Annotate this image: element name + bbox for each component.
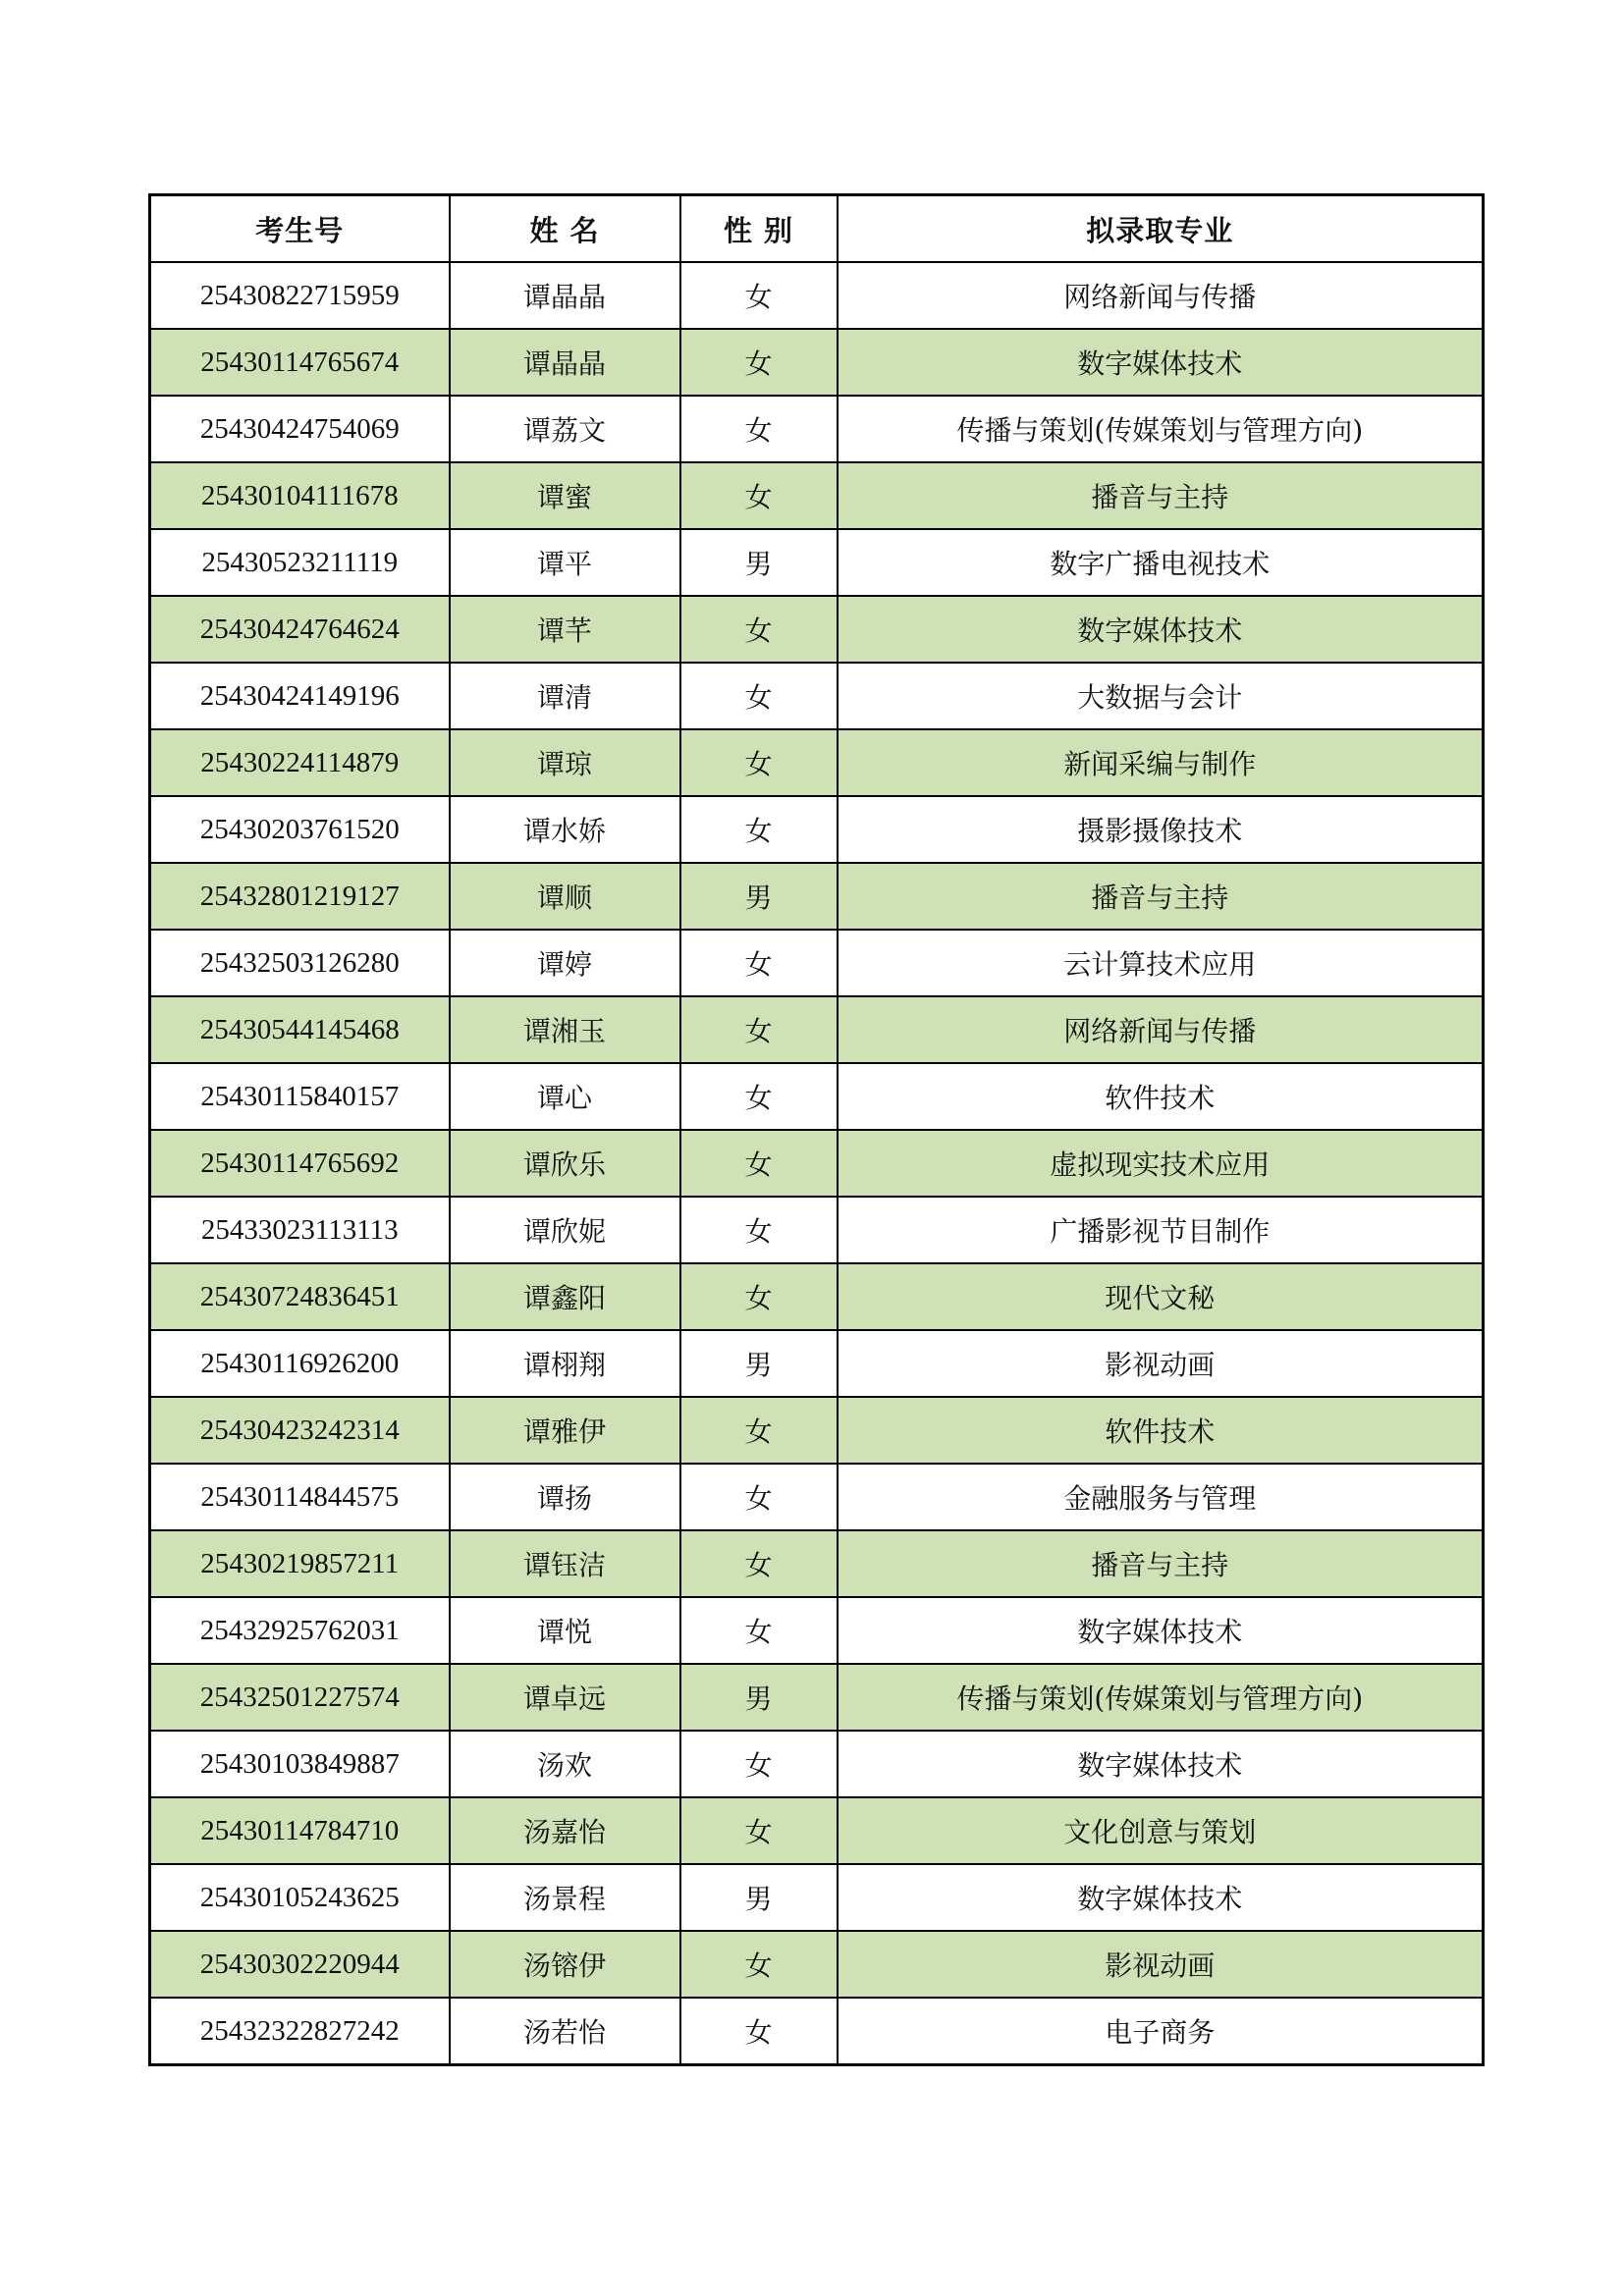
- header-gender: 性 别: [680, 195, 838, 263]
- cell-name: 谭芊: [450, 596, 680, 663]
- cell-exam-id: 25430424764624: [150, 596, 450, 663]
- cell-gender: 女: [680, 1731, 838, 1797]
- table-row: [150, 796, 1484, 863]
- cell-exam-id: 25430219857211: [150, 1530, 450, 1597]
- cell-gender: 女: [680, 1263, 838, 1330]
- cell-exam-id: 25432801219127: [150, 863, 450, 930]
- cell-exam-id: 25430114765692: [150, 1130, 450, 1197]
- table-row: [150, 1464, 1484, 1530]
- cell-gender: 女: [680, 1597, 838, 1664]
- table-row: [150, 1397, 1484, 1464]
- cell-major: 数字媒体技术: [838, 329, 1484, 396]
- cell-name: 汤镕伊: [450, 1931, 680, 1998]
- table-row: [150, 1197, 1484, 1263]
- cell-major: 虚拟现实技术应用: [838, 1130, 1484, 1197]
- table-row: [150, 729, 1484, 796]
- cell-name: 谭扬: [450, 1464, 680, 1530]
- cell-major: 软件技术: [838, 1397, 1484, 1464]
- cell-name: 谭雅伊: [450, 1397, 680, 1464]
- table-row: [150, 1063, 1484, 1130]
- cell-exam-id: 25430424754069: [150, 396, 450, 462]
- cell-major: 金融服务与管理: [838, 1464, 1484, 1530]
- table-row: [150, 262, 1484, 329]
- cell-major: 影视动画: [838, 1931, 1484, 1998]
- cell-major: 数字媒体技术: [838, 1731, 1484, 1797]
- cell-gender: 女: [680, 1530, 838, 1597]
- table-row: [150, 1931, 1484, 1998]
- cell-gender: 女: [680, 462, 838, 529]
- cell-major: 电子商务: [838, 1998, 1484, 2065]
- table-row: [150, 1731, 1484, 1797]
- cell-gender: 女: [680, 996, 838, 1063]
- cell-gender: 女: [680, 1797, 838, 1864]
- cell-major: 网络新闻与传播: [838, 262, 1484, 329]
- cell-major: 新闻采编与制作: [838, 729, 1484, 796]
- cell-major: 数字媒体技术: [838, 1597, 1484, 1664]
- cell-gender: 女: [680, 1464, 838, 1530]
- cell-name: 谭琼: [450, 729, 680, 796]
- table-row: [150, 996, 1484, 1063]
- cell-gender: 女: [680, 796, 838, 863]
- cell-major: 传播与策划(传媒策划与管理方向): [838, 396, 1484, 462]
- cell-exam-id: 25430423242314: [150, 1397, 450, 1464]
- table-row: [150, 396, 1484, 462]
- table-row: [150, 1597, 1484, 1664]
- cell-exam-id: 25430523211119: [150, 529, 450, 596]
- cell-exam-id: 25430115840157: [150, 1063, 450, 1130]
- cell-gender: 女: [680, 1998, 838, 2065]
- cell-major: 文化创意与策划: [838, 1797, 1484, 1864]
- cell-name: 谭晶晶: [450, 262, 680, 329]
- table-row: [150, 663, 1484, 729]
- cell-name: 谭鑫阳: [450, 1263, 680, 1330]
- cell-exam-id: 25430424149196: [150, 663, 450, 729]
- table-row: [150, 1797, 1484, 1864]
- cell-major: 云计算技术应用: [838, 930, 1484, 996]
- cell-gender: 女: [680, 1197, 838, 1263]
- cell-gender: 女: [680, 396, 838, 462]
- table-row: [150, 1864, 1484, 1931]
- cell-name: 谭晶晶: [450, 329, 680, 396]
- cell-gender: 女: [680, 329, 838, 396]
- cell-name: 谭卓远: [450, 1664, 680, 1731]
- cell-major: 摄影摄像技术: [838, 796, 1484, 863]
- cell-exam-id: 25430724836451: [150, 1263, 450, 1330]
- header-name: 姓 名: [450, 195, 680, 263]
- cell-exam-id: 25433023113113: [150, 1197, 450, 1263]
- table-body: [150, 262, 1484, 2065]
- cell-gender: 女: [680, 1397, 838, 1464]
- cell-name: 谭湘玉: [450, 996, 680, 1063]
- cell-major: 数字广播电视技术: [838, 529, 1484, 596]
- cell-name: 谭蜜: [450, 462, 680, 529]
- cell-exam-id: 25432501227574: [150, 1664, 450, 1731]
- cell-exam-id: 25430114844575: [150, 1464, 450, 1530]
- cell-gender: 女: [680, 930, 838, 996]
- table-row: [150, 329, 1484, 396]
- cell-major: 播音与主持: [838, 863, 1484, 930]
- cell-name: 谭荔文: [450, 396, 680, 462]
- cell-gender: 男: [680, 1664, 838, 1731]
- admission-table: [148, 193, 1485, 2066]
- cell-name: 谭栩翔: [450, 1330, 680, 1397]
- cell-exam-id: 25430224114879: [150, 729, 450, 796]
- table-row: [150, 1330, 1484, 1397]
- cell-name: 汤嘉怡: [450, 1797, 680, 1864]
- cell-name: 汤欢: [450, 1731, 680, 1797]
- cell-major: 传播与策划(传媒策划与管理方向): [838, 1664, 1484, 1731]
- table-row: [150, 863, 1484, 930]
- table-row: [150, 596, 1484, 663]
- cell-exam-id: 25430203761520: [150, 796, 450, 863]
- cell-major: 数字媒体技术: [838, 596, 1484, 663]
- cell-major: 现代文秘: [838, 1263, 1484, 1330]
- table-row: [150, 1530, 1484, 1597]
- cell-name: 谭平: [450, 529, 680, 596]
- cell-exam-id: 25430544145468: [150, 996, 450, 1063]
- cell-name: 谭顺: [450, 863, 680, 930]
- cell-exam-id: 25430116926200: [150, 1330, 450, 1397]
- cell-major: 大数据与会计: [838, 663, 1484, 729]
- cell-exam-id: 25432322827242: [150, 1998, 450, 2065]
- cell-gender: 女: [680, 1063, 838, 1130]
- cell-exam-id: 25430103849887: [150, 1731, 450, 1797]
- cell-name: 谭钰洁: [450, 1530, 680, 1597]
- cell-exam-id: 25432503126280: [150, 930, 450, 996]
- cell-name: 谭悦: [450, 1597, 680, 1664]
- cell-gender: 男: [680, 863, 838, 930]
- cell-exam-id: 25430105243625: [150, 1864, 450, 1931]
- cell-gender: 女: [680, 596, 838, 663]
- table-row: [150, 930, 1484, 996]
- cell-name: 谭清: [450, 663, 680, 729]
- table-row: [150, 1664, 1484, 1731]
- cell-name: 汤景程: [450, 1864, 680, 1931]
- cell-exam-id: 25430822715959: [150, 262, 450, 329]
- table-header-row: [150, 195, 1484, 263]
- cell-exam-id: 25430114765674: [150, 329, 450, 396]
- header-major: 拟录取专业: [838, 195, 1484, 263]
- table-row: [150, 462, 1484, 529]
- cell-exam-id: 25430104111678: [150, 462, 450, 529]
- cell-exam-id: 25430114784710: [150, 1797, 450, 1864]
- table-row: [150, 1130, 1484, 1197]
- cell-exam-id: 25430302220944: [150, 1931, 450, 1998]
- cell-gender: 女: [680, 262, 838, 329]
- cell-name: 谭欣乐: [450, 1130, 680, 1197]
- table-row: [150, 529, 1484, 596]
- header-exam-id: 考生号: [150, 195, 450, 263]
- cell-name: 谭欣妮: [450, 1197, 680, 1263]
- table-row: [150, 1998, 1484, 2065]
- cell-gender: 男: [680, 1330, 838, 1397]
- cell-major: 数字媒体技术: [838, 1864, 1484, 1931]
- cell-name: 谭婷: [450, 930, 680, 996]
- cell-gender: 女: [680, 1130, 838, 1197]
- cell-major: 播音与主持: [838, 462, 1484, 529]
- cell-gender: 男: [680, 529, 838, 596]
- cell-major: 广播影视节目制作: [838, 1197, 1484, 1263]
- cell-gender: 女: [680, 729, 838, 796]
- cell-gender: 女: [680, 1931, 838, 1998]
- cell-gender: 女: [680, 663, 838, 729]
- cell-major: 影视动画: [838, 1330, 1484, 1397]
- cell-major: 网络新闻与传播: [838, 996, 1484, 1063]
- cell-name: 汤若怡: [450, 1998, 680, 2065]
- cell-gender: 男: [680, 1864, 838, 1931]
- cell-major: 播音与主持: [838, 1530, 1484, 1597]
- cell-name: 谭水娇: [450, 796, 680, 863]
- table-row: [150, 1263, 1484, 1330]
- cell-major: 软件技术: [838, 1063, 1484, 1130]
- cell-name: 谭心: [450, 1063, 680, 1130]
- cell-exam-id: 25432925762031: [150, 1597, 450, 1664]
